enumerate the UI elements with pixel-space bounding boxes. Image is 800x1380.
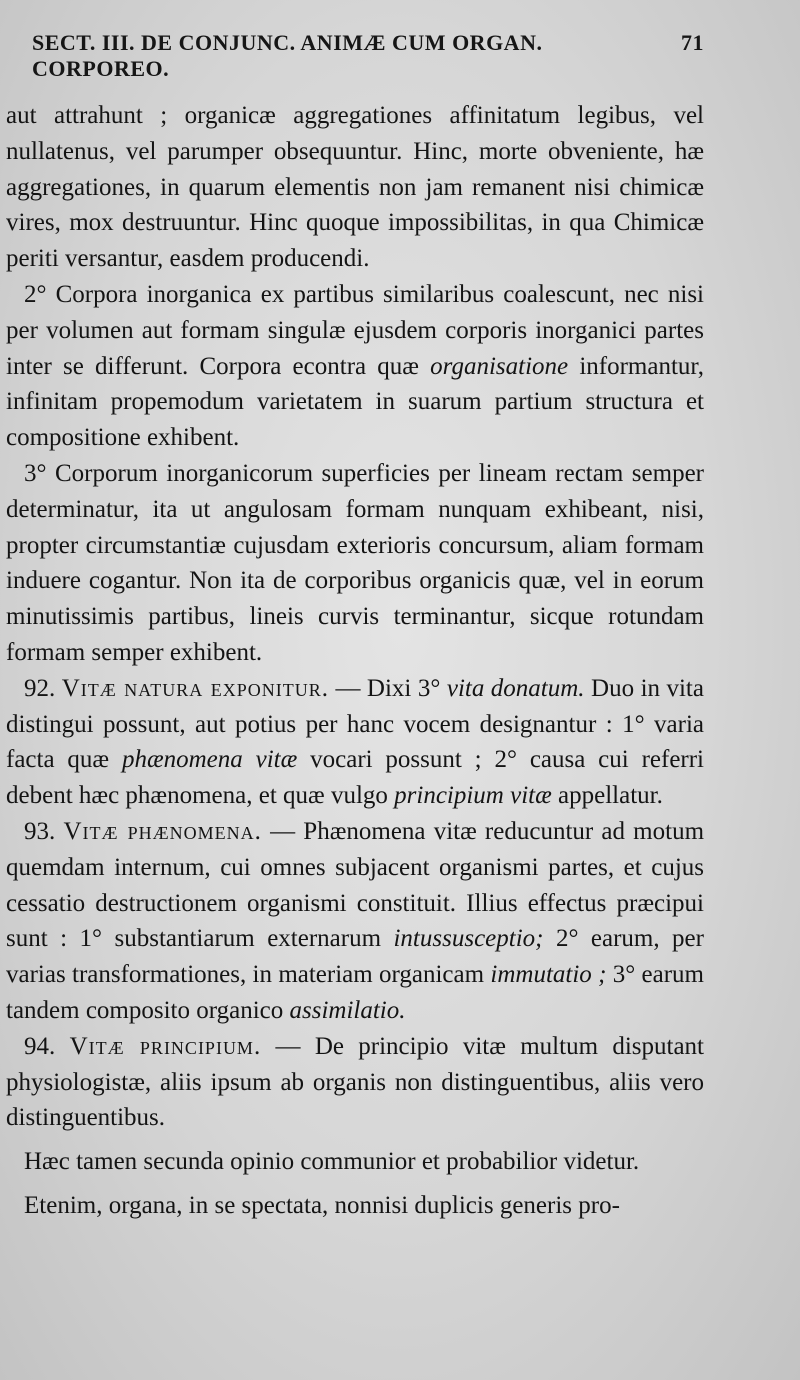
paragraph-text: 3° Corporum inorganicorum superficies per lineam rectam semper determinatur, ita ut angulosam formam nunquam exhibeant, nisi, propter circumstantiæ cujusdam exterioris concursum, aliam formam induere cogantur. Non ita de corporibus organicis quæ, vel in eorum minutissimis partibus, lineis curvis terminantur, sicque rotundam formam semper exhibent. — [6, 459, 704, 666]
section-94 — [6, 1029, 704, 1136]
paragraph-text: appellatur. — [551, 782, 663, 810]
paragraph-text: — Dixi 3° — [328, 674, 447, 702]
paragraph-haec — [6, 1144, 704, 1180]
section-title: Vitæ natura exponitur. — [61, 674, 329, 702]
paragraph-text: informantur, infinitam propemodum varietatem in suarum partium structura et compositione exhibent. — [6, 352, 704, 452]
paragraph-text: Etenim, organa, in se spectata, nonnisi duplicis generis pro- — [24, 1191, 620, 1219]
italic-term: principium vitæ — [394, 782, 552, 810]
italic-term: intussusceptio; — [393, 925, 544, 953]
paragraph-etenim — [6, 1188, 704, 1224]
section-93 — [6, 814, 704, 1029]
running-title: SECT. III. DE CONJUNC. ANIMÆ CUM ORGAN. CORPOREO. — [32, 30, 543, 81]
paragraph-text: — Phænomena vitæ reducuntur ad motum quemdam internum, cui omnes subjacent organismi partes, et cujus cessatio destructionem organismi constituit. Illius effectus præcipui sunt : 1° substantiarum externarum — [6, 817, 705, 953]
section-number: 92. — [24, 674, 56, 702]
section-title: Vitæ principium. — [69, 1032, 262, 1060]
paragraph-text: vocari possunt ; 2° causa cui referri debent hæc phænomena, et quæ vulgo — [6, 746, 705, 810]
italic-term: assimilatio. — [289, 996, 406, 1024]
paragraph-text: 3° earum tandem composito organico — [6, 961, 704, 1024]
section-92 — [6, 671, 704, 814]
italic-term: immutatio ; — [490, 961, 607, 989]
page-number: 71 — [681, 30, 704, 55]
italic-term: organisatione — [430, 352, 569, 380]
paragraph-point-3 — [6, 456, 704, 671]
paragraph-text: Duo in vita distingui possunt, aut potius per hanc vocem designantur : 1° varia facta quæ — [6, 674, 704, 774]
body-text — [6, 98, 704, 1224]
paragraph-continuation — [6, 98, 704, 277]
italic-term: phænomena vitæ — [121, 746, 298, 774]
paragraph-gap — [6, 1180, 704, 1188]
paragraph-text: 2° Corpora inorganica ex partibus similaribus coalescunt, nec nisi per volumen aut formam singulæ ejusdem corporis inorganici partes inter se differunt. Corpora econtra quæ — [6, 280, 704, 380]
section-number: 94. — [24, 1032, 56, 1060]
section-number: 93. — [24, 817, 56, 845]
section-title: Vitæ phænomena. — [63, 817, 262, 845]
paragraph-text: — De principio vitæ multum disputant physiologistæ, aliis ipsum ab organis non distinguentibus, aliis vero distinguentibus. — [6, 1032, 704, 1132]
paragraph-text: aut attrahunt ; organicæ aggregationes affinitatum legibus, vel nullatenus, vel parumper obsequuntur. Hinc, morte obveniente, hæ aggregationes, in quarum elementis non jam remanent nisi chimicæ vires, mox destruuntur. Hinc quoque impossibilitas, in qua Chimicæ periti versantur, easdem producendi. — [6, 102, 704, 273]
paragraph-text: 2° earum, per varias transformationes, in materiam organicam — [6, 925, 704, 989]
italic-term: vita donatum. — [446, 674, 585, 702]
page-header — [6, 30, 704, 82]
paragraph-text: Hæc tamen secunda opinio communior et probabilior videtur. — [24, 1148, 640, 1176]
paragraph-point-2 — [6, 277, 704, 456]
paragraph-gap — [6, 1136, 704, 1144]
